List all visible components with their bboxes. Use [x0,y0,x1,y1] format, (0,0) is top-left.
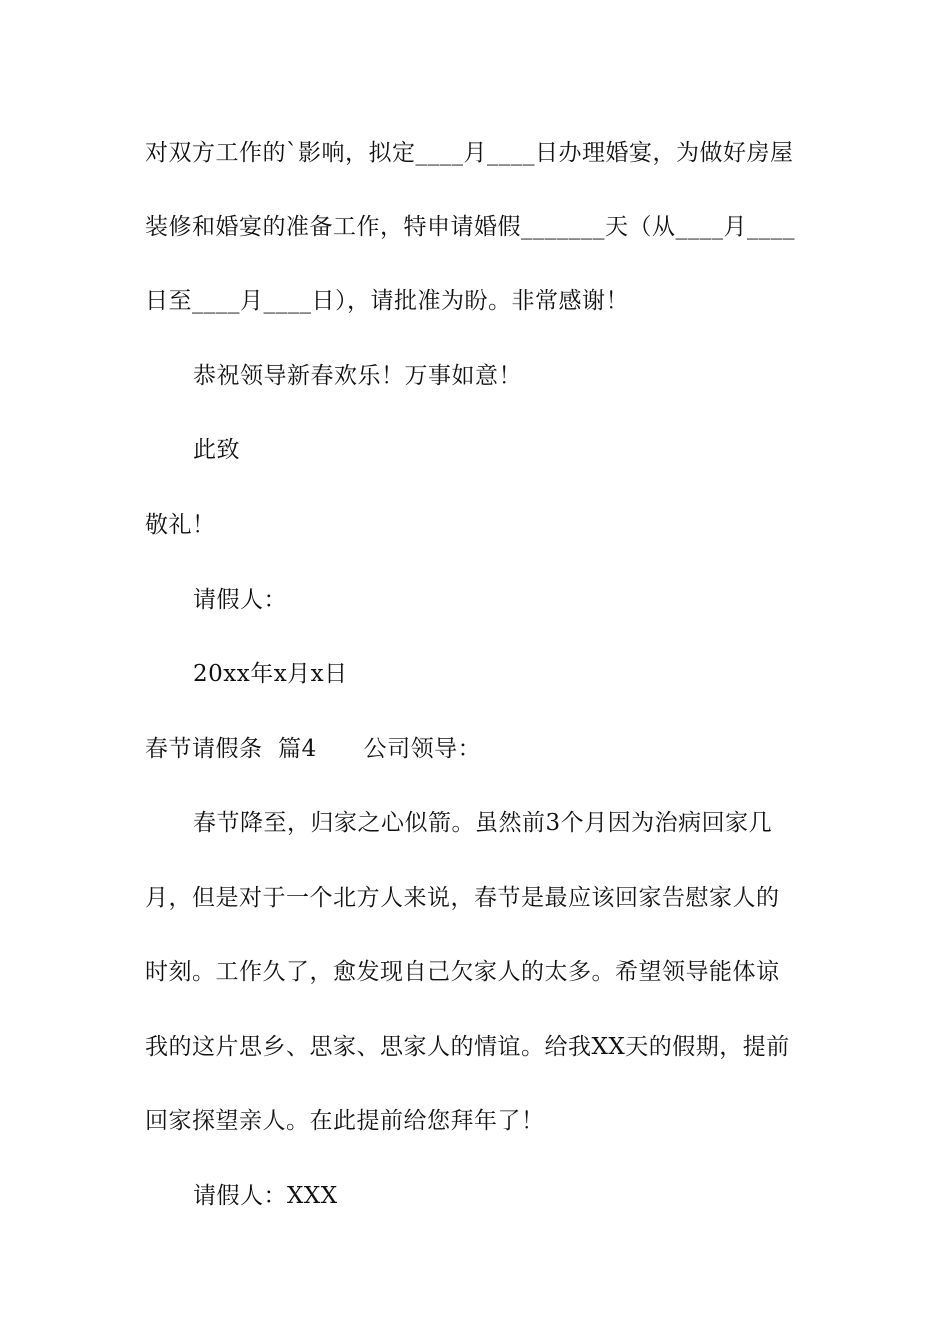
applicant-label: 请假人： [193,587,287,613]
section-heading: 春节请假条 篇4 公司领导： [145,736,482,762]
date-line: 20xx年x月x日 [193,661,348,687]
paragraph-line: 装修和婚宴的准备工作，特申请婚假_______天（从____月____ [145,214,795,240]
paragraph-line: 春节降至，归家之心似箭。虽然前3个月因为治病回家几 [193,810,773,836]
paragraph-line: 日至____月____日），请批准为盼。非常感谢！ [145,288,629,314]
paragraph-line: 月，但是对于一个北方人来说，春节是最应该回家告慰家人的 [145,885,780,911]
closing-salute: 敬礼！ [145,512,216,538]
greeting-line: 恭祝领导新春欢乐！万事如意！ [193,363,522,389]
paragraph-line: 我的这片思乡、思家、思家人的情谊。给我XX天的假期，提前 [145,1034,790,1060]
paragraph-line: 时刻。工作久了，愈发现自己欠家人的太多。希望领导能体谅 [145,959,780,985]
paragraph-line: 对双方工作的`影响，拟定____月____日办理婚宴，为做好房屋 [145,140,794,166]
applicant-signature: 请假人：XXX [193,1183,338,1209]
closing-line: 此致 [193,437,240,463]
paragraph-line: 回家探望亲人。在此提前给您拜年了！ [145,1108,545,1134]
